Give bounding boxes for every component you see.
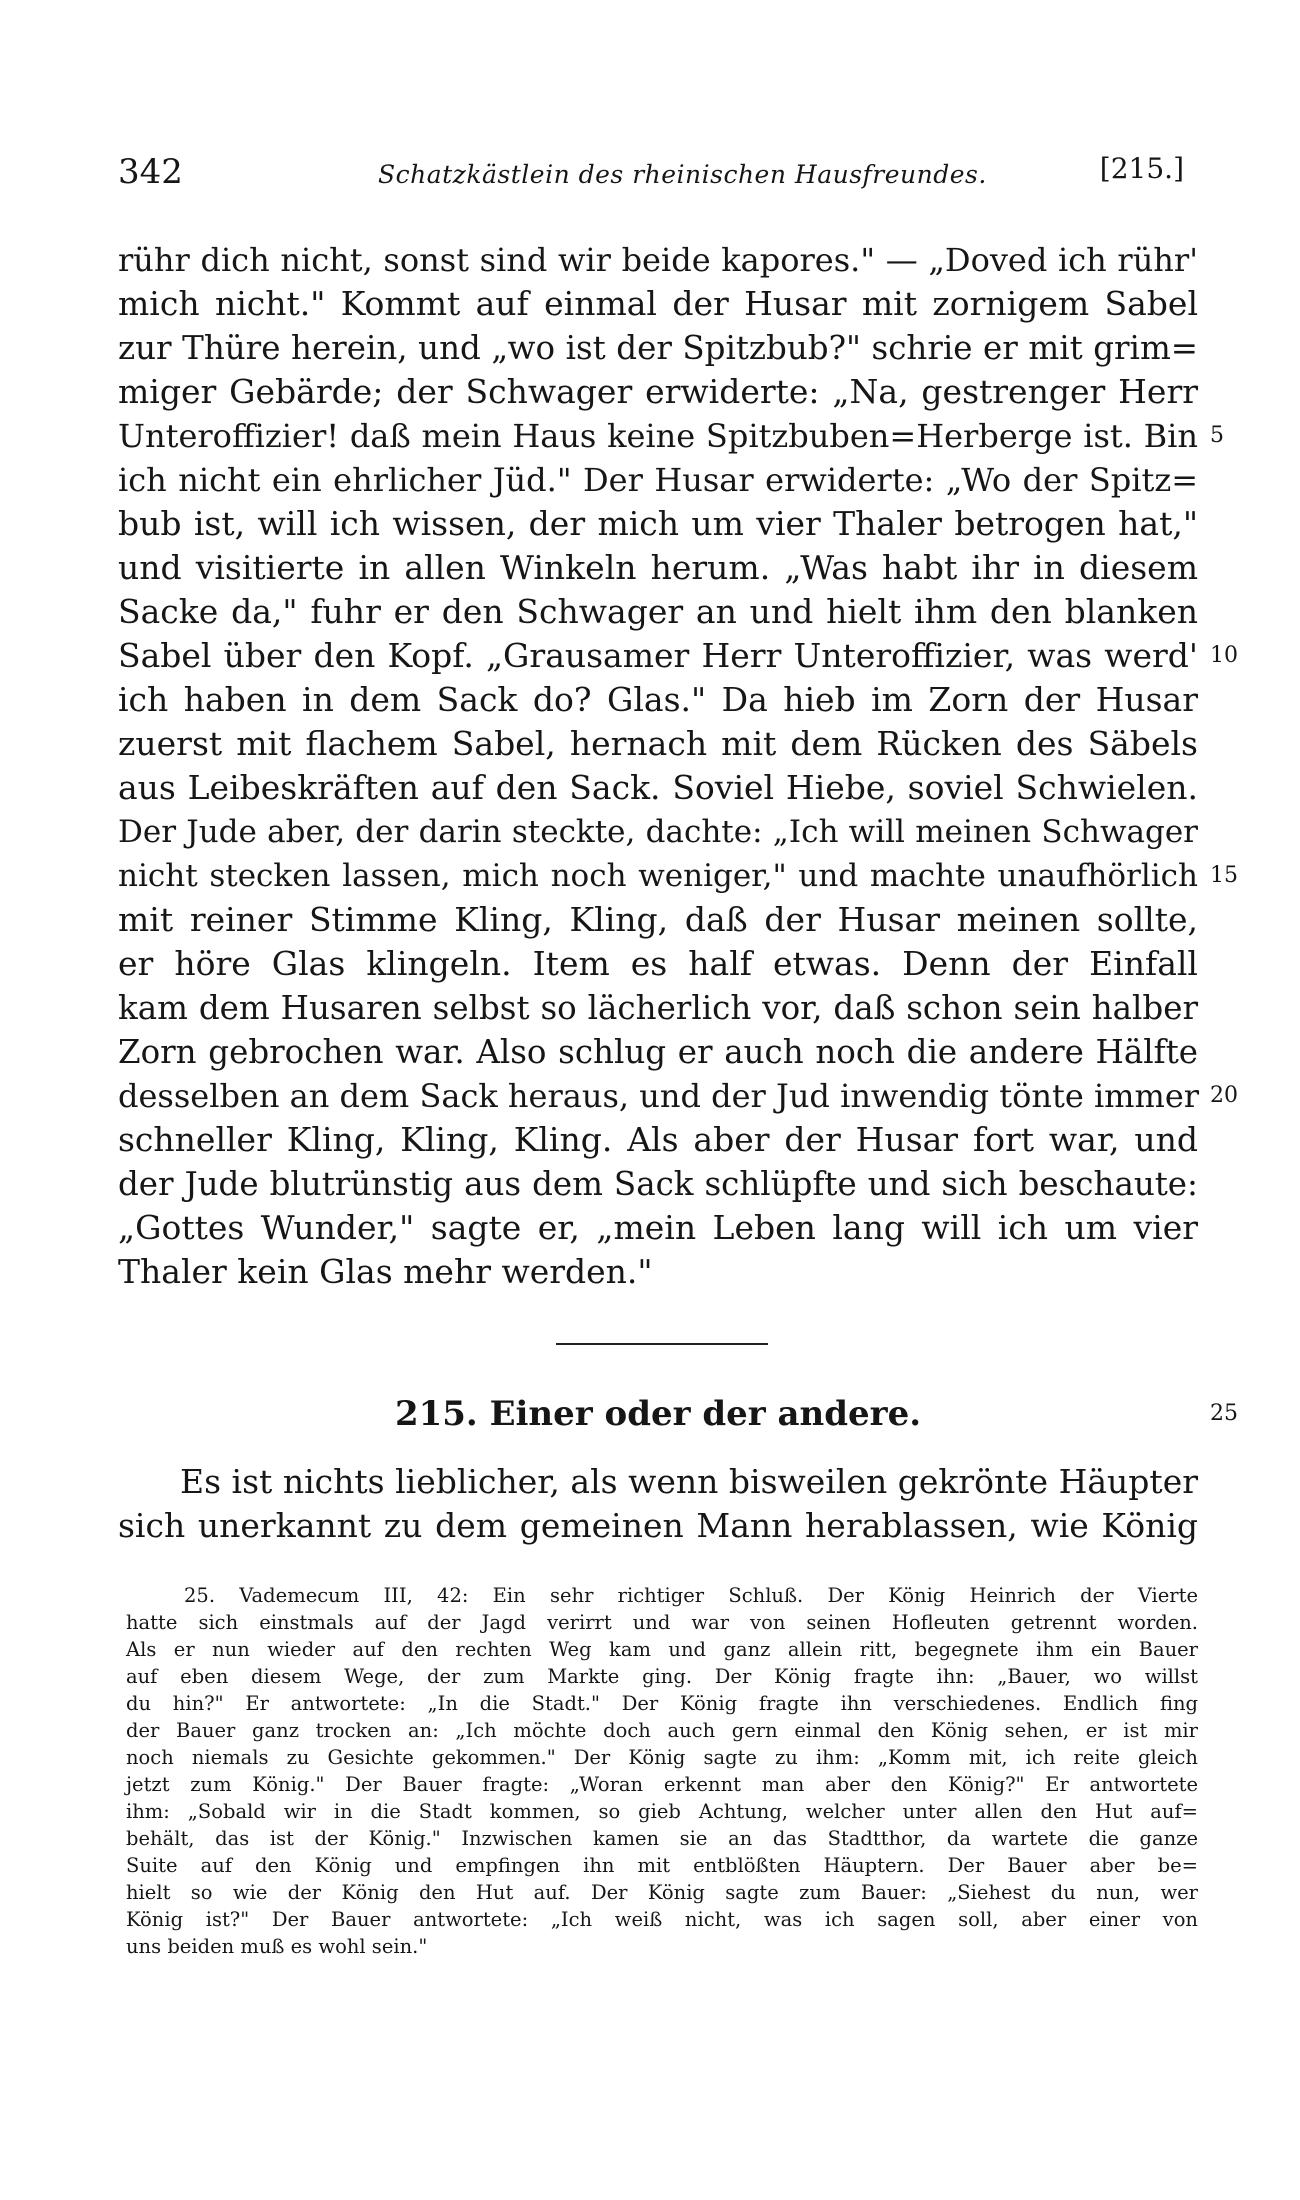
body-line: ich nicht ein ehrlicher Jüd." Der Husar erwiderte: „Wo der Spitz= [118, 461, 1198, 499]
running-head [118, 152, 1184, 192]
body-line: Zorn gebrochen war. Also schlug er auch noch die andere Hälfte [118, 1033, 1198, 1071]
body-line: zur Thüre herein, und „wo ist der Spitzbub?" schrie er mit grim= [118, 329, 1198, 367]
section-reference: [215.] [1099, 152, 1184, 185]
running-title: Schatzkästlein des rheinischen Hausfreundes. [378, 160, 987, 189]
footnote-line: hatte sich einstmals auf der Jagd verirrt und war von seinen Hofleuten getrennt worden. [126, 1611, 1198, 1634]
section-heading: 215. Einer oder der andere. [394, 1394, 922, 1434]
body-line: Es ist nichts lieblicher, als wenn bisweilen gekrönte Häupter [180, 1462, 1198, 1501]
section-divider [556, 1343, 768, 1345]
footnote-line: ihm: „Sobald wir in die Stadt kommen, so gieb Achtung, welcher unter allen den Hut auf= [126, 1800, 1198, 1823]
footnote-line: 25. Vademecum III, 42: Ein sehr richtiger Schluß. Der König Heinrich der Vierte [184, 1584, 1198, 1607]
body-line: zuerst mit flachem Sabel, hernach mit dem Rücken des Säbels [118, 724, 1198, 763]
body-line: miger Gebärde; der Schwager erwiderte: „Na, gestrenger Herr [118, 372, 1198, 411]
footnote-line: du hin?" Er antwortete: „In die Stadt." Der König fragte ihn verschiedenes. Endlich fing [126, 1692, 1198, 1715]
footnote-line: behält, das ist der König." Inzwischen kamen sie an das Stadtthor, da wartete die ganze [126, 1827, 1198, 1850]
body-line: kam dem Husaren selbst so lächerlich vor, daß schon sein halber [118, 989, 1198, 1027]
body-line: sich unerkannt zu dem gemeinen Mann herablassen, wie König [118, 1506, 1198, 1545]
footnote-line: König ist?" Der Bauer antwortete: „Ich weiß nicht, was ich sagen soll, aber einer von [126, 1908, 1198, 1931]
body-line: Thaler kein Glas mehr werden." [118, 1252, 653, 1291]
footnote-line: uns beiden muß es wohl sein." [126, 1935, 428, 1958]
margin-line-number: 15 [1210, 863, 1238, 888]
footnote-line: jetzt zum König." Der Bauer fragte: „Woran erkennt man aber den König?" Er antwortete [126, 1773, 1198, 1796]
body-line: nicht stecken lassen, mich noch weniger," und machte unaufhörlich [118, 858, 1198, 894]
margin-line-number: 10 [1210, 643, 1238, 668]
body-line: Unteroffizier! daß mein Haus keine Spitzbuben=Herberge ist. Bin [118, 417, 1198, 455]
body-line: und visitierte in allen Winkeln herum. „Was habt ihr in diesem [118, 548, 1198, 587]
body-line: der Jude blutrünstig aus dem Sack schlüpfte und sich beschaute: [118, 1165, 1198, 1203]
footnote-line: Als er nun wieder auf den rechten Weg kam und ganz allein ritt, begegnete ihm ein Bauer [126, 1638, 1198, 1661]
page-number: 342 [118, 152, 183, 192]
footnote-line: der Bauer ganz trocken an: „Ich möchte doch auch gern einmal den König sehen, er ist mir [126, 1719, 1198, 1742]
footnote-line: Suite auf den König und empfingen ihn mit entblößten Häuptern. Der Bauer aber be= [126, 1854, 1198, 1877]
body-line: mit reiner Stimme Kling, Kling, daß der Husar meinen sollte, [118, 900, 1198, 939]
body-line: Sacke da," fuhr er den Schwager an und hielt ihm den blanken [118, 592, 1198, 631]
footnote-line: auf eben diesem Wege, der zum Markte ging. Der König fragte ihn: „Bauer, wo willst [126, 1665, 1198, 1688]
body-line: aus Leibeskräften auf den Sack. Soviel Hiebe, soviel Schwielen. [118, 768, 1198, 807]
body-line: ich haben in dem Sack do? Glas." Da hieb im Zorn der Husar [118, 680, 1198, 719]
margin-line-number: 5 [1210, 423, 1224, 448]
body-line: schneller Kling, Kling, Kling. Als aber der Husar fort war, und [118, 1120, 1198, 1159]
body-line: Sabel über den Kopf. „Grausamer Herr Unteroffizier, was werd' [118, 636, 1198, 675]
body-line: mich nicht." Kommt auf einmal der Husar mit zornigem Sabel [118, 284, 1198, 323]
body-line: bub ist, will ich wissen, der mich um vier Thaler betrogen hat," [118, 504, 1198, 543]
margin-line-number: 20 [1210, 1083, 1238, 1108]
body-line: „Gottes Wunder," sagte er, „mein Leben lang will ich um vier [118, 1208, 1198, 1247]
body-line: rühr dich nicht, sonst sind wir beide kapores." — „Doved ich rühr' [118, 241, 1198, 279]
margin-line-number: 25 [1210, 1401, 1238, 1426]
footnote-line: hielt so wie der König den Hut auf. Der König sagte zum Bauer: „Siehest du nun, wer [126, 1881, 1198, 1904]
body-line: desselben an dem Sack heraus, und der Jud inwendig tönte immer [118, 1077, 1200, 1115]
body-line: Der Jude aber, der darin steckte, dachte: „Ich will meinen Schwager [118, 814, 1198, 850]
body-line: er höre Glas klingeln. Item es half etwas. Denn der Einfall [118, 944, 1198, 983]
footnote-line: noch niemals zu Gesichte gekommen." Der König sagte zu ihm: „Komm mit, ich reite gleich [126, 1746, 1198, 1769]
